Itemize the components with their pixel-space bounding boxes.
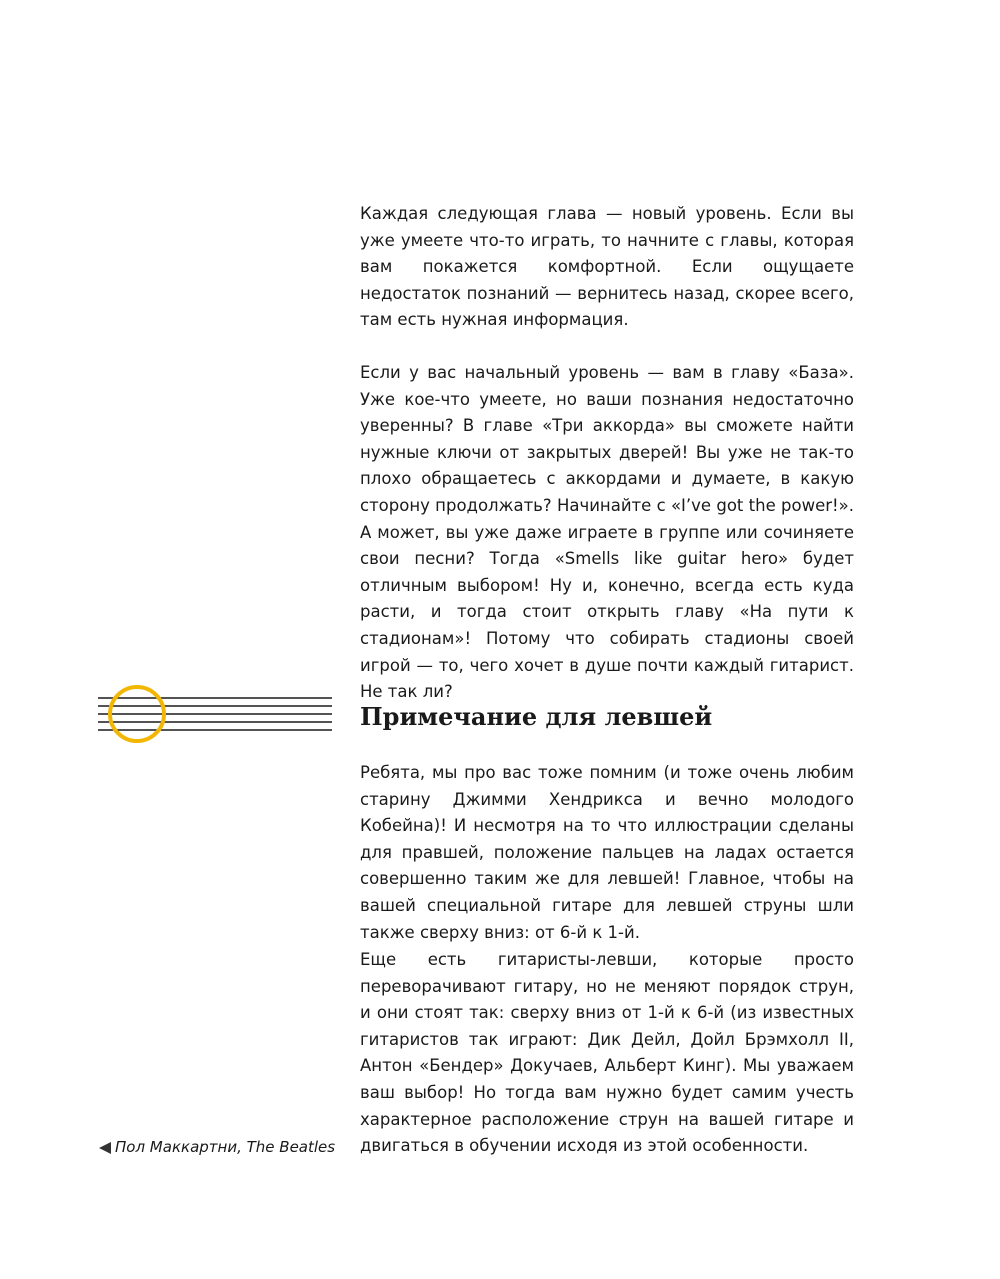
section-paragraph-1: Ребята, мы про вас тоже помним (и тоже очень любим старину Джимми Хендрикса и вечно молодого Кобейна)! И несмотря на то что иллюстрации сделаны для правшей, положение пальцев на ладах остается совершенно таким же для левшей! Главное, чтобы на вашей специальной гитаре для левшей струны шли также сверху вниз: от 6-й к 1-й. <box>360 763 854 942</box>
intro-paragraph-2: Если у вас начальный уровень — вам в главу «База». Уже кое-что умеете, но ваши познания недостаточно уверенны? В главе «Три аккорда» вы сможете найти нужные ключи от закрытых дверей! Вы уже не так-то плохо обращаетесь с аккордами и думаете, в какую сторону продолжать? Начинайте с «I’ve got the power!». А может, вы уже даже играете в группе или сочиняете свои песни? Тогда «Smells like guitar hero» будет отличным выбором! Ну и, конечно, всегда есть куда расти, и тогда стоит открыть главу «На пути к стадионам»! Потому что собирать стадионы своей игрой — то, чего хочет в душе почти каждый гитарист. Не так ли? <box>360 363 854 702</box>
music-staff-circle-icon <box>98 684 332 746</box>
section-paragraph-2: Еще есть гитаристы-левши, которые просто переворачивают гитару, но не меняют порядок струн, и они стоят так: сверху вниз от 1-й к 6-й (из известных гитаристов так играют: Дик Дейл, Дойл Брэмхолл II, Антон «Бендер» Докучаев, Альберт Кинг). Мы уважаем ваш выбор! Но тогда вам нужно будет самим учесть характерное расположение струн на вашей гитаре и двигаться в обучении исходя из этой особенности. <box>360 950 854 1156</box>
intro-paragraph-1: Каждая следующая глава — новый уровень. Если вы уже умеете что-то играть, то начните с главы, которая вам покажется комфортной. Если ощущаете недостаток познаний — вернитесь назад, скорее всего, там есть нужная информация. <box>360 204 854 330</box>
triangle-left-icon <box>98 1141 112 1155</box>
section-heading: Примечание для левшей <box>360 702 713 731</box>
photo-caption-text: Пол Маккартни, The Beatles <box>115 1138 336 1156</box>
photo-caption <box>98 1135 335 1159</box>
